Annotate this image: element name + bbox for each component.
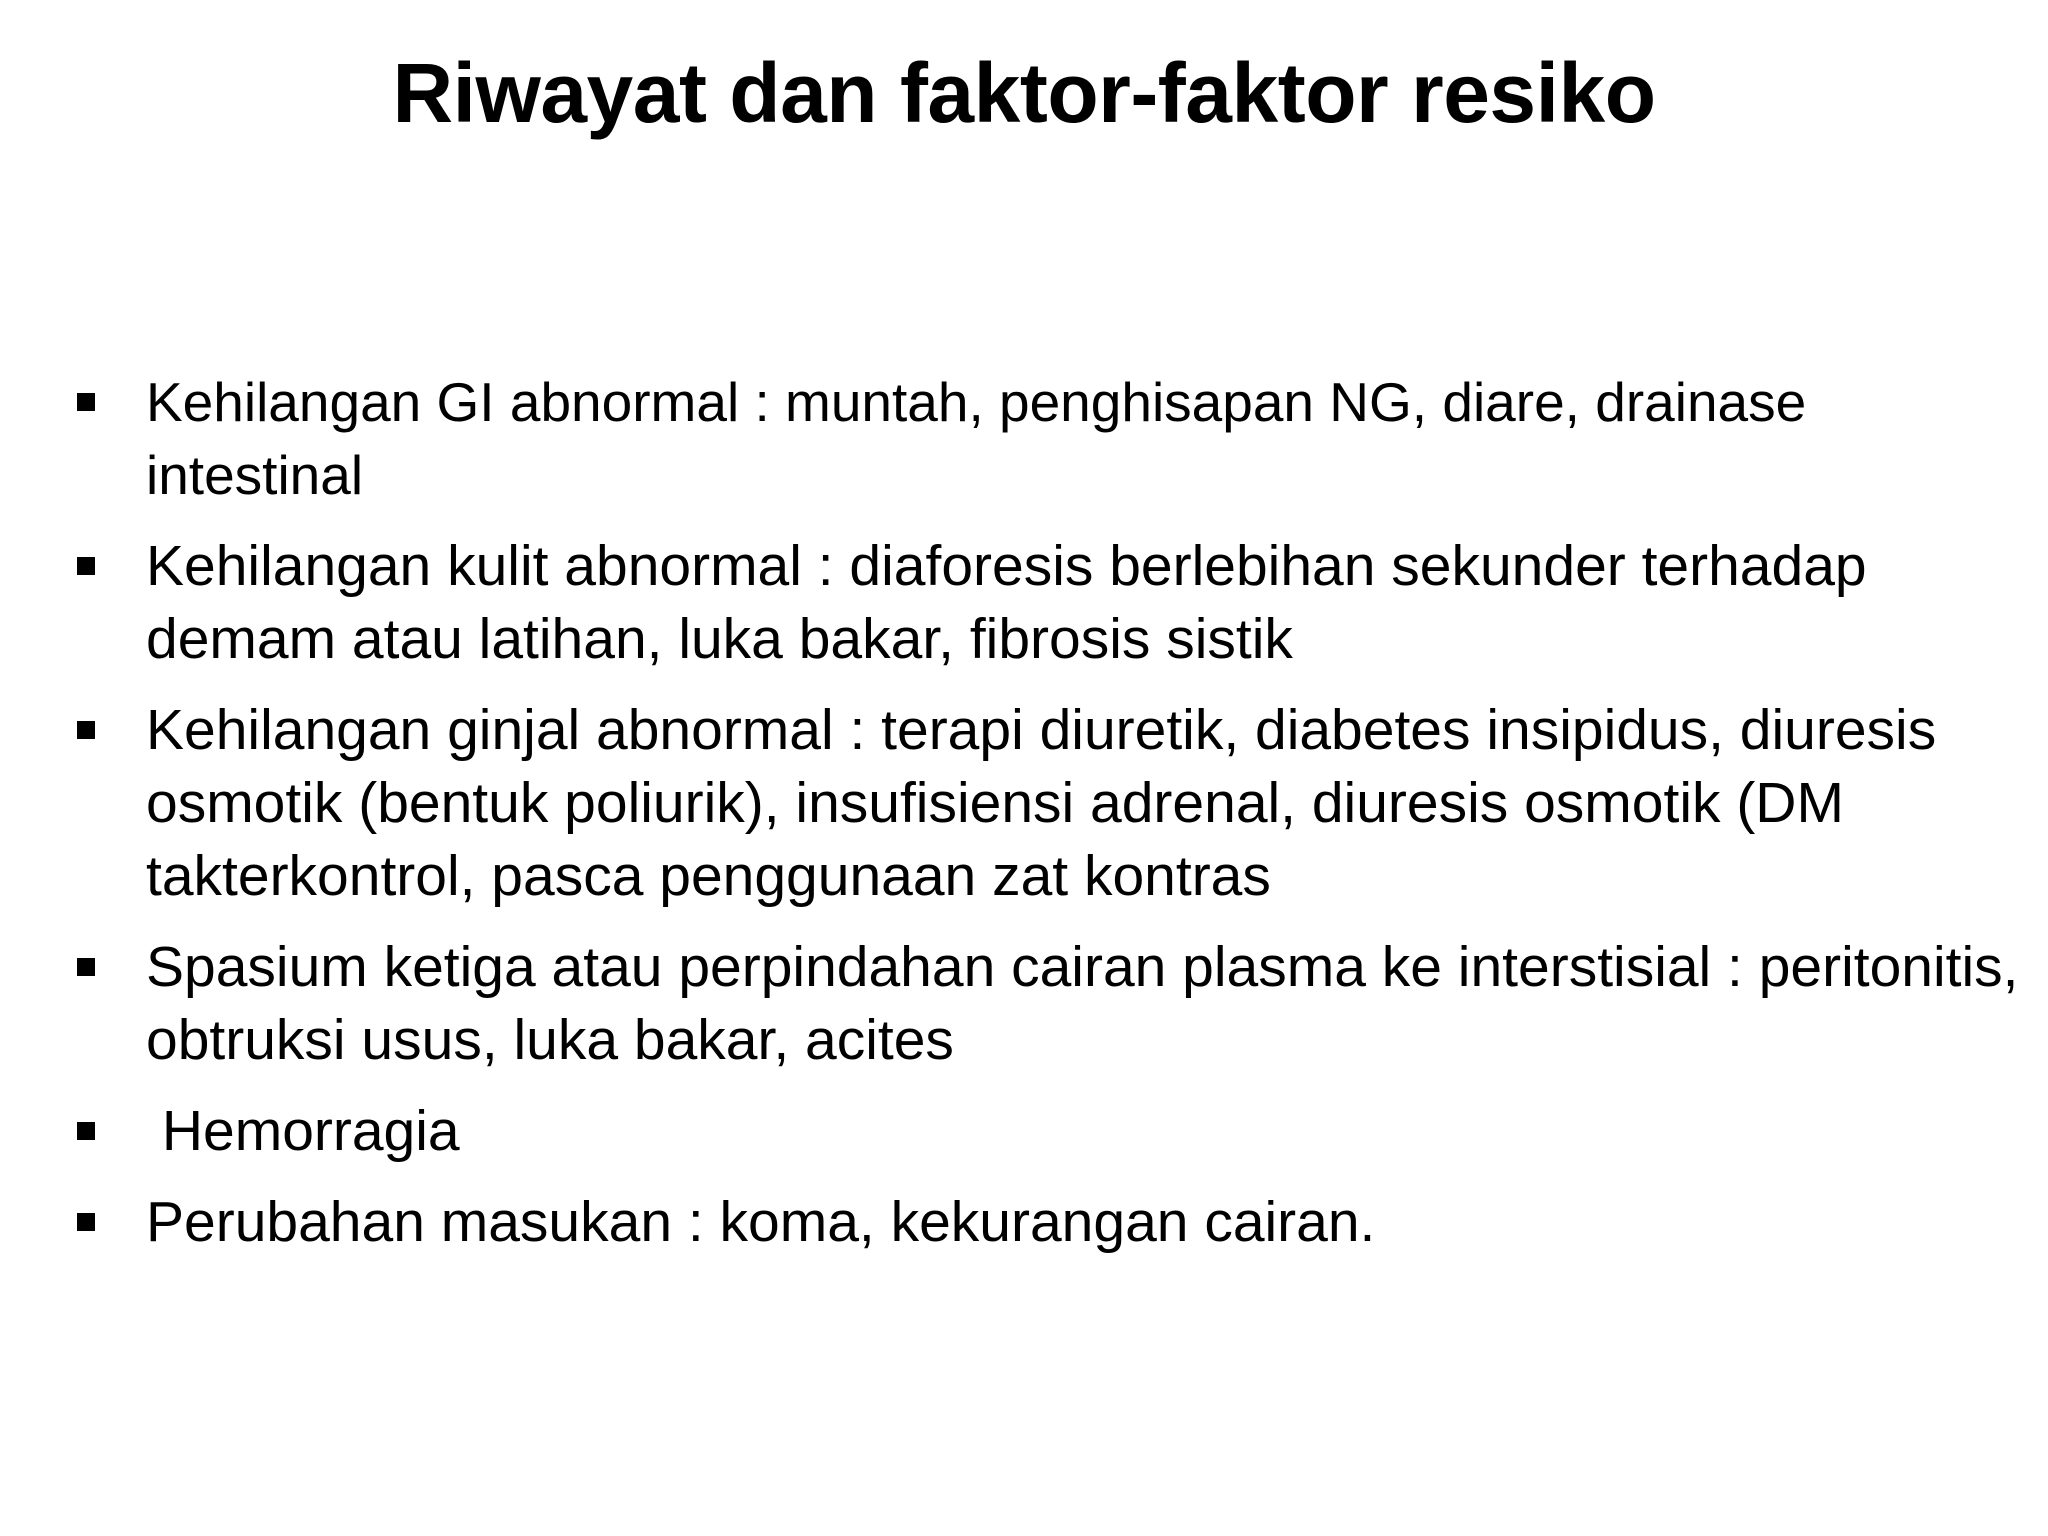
square-bullet-icon (77, 1213, 95, 1231)
square-bullet-icon (77, 721, 95, 739)
bullet-list (74, 366, 2035, 1277)
bullet-text: Hemorragia (146, 1099, 460, 1163)
bullet-item-third-space (74, 931, 2035, 1077)
square-bullet-icon (77, 958, 95, 976)
bullet-item-intake-change (74, 1186, 2024, 1259)
bullet-text: Kehilangan kulit abnormal : diaforesis berlebihan sekunder terhadap demam atau latihan, luka bakar, fibrosis sistik (146, 534, 1883, 671)
bullet-item-hemorrhage (74, 1095, 2024, 1168)
bullet-text: Kehilangan GI abnormal : muntah, penghisapan NG, diare, drainase intestinal (146, 371, 1822, 506)
square-bullet-icon (77, 1122, 95, 1140)
square-bullet-icon (77, 393, 95, 411)
bullet-item-kidney-loss (74, 694, 2024, 913)
bullet-text: Kehilangan ginjal abnormal : terapi diuretik, diabetes insipidus, diuresis osmotik (bentuk poliurik), insufisiensi adrenal, diuresis osmotik (DM takterkontrol, pasca penggunaan zat kontras (146, 698, 1953, 908)
bullet-item-gi-loss (74, 366, 2024, 512)
square-bullet-icon (77, 557, 95, 575)
bullet-item-skin-loss (74, 530, 2024, 676)
slide-title: Riwayat dan faktor-faktor resiko (392, 46, 1656, 140)
bullet-text: Perubahan masukan : koma, kekurangan cairan. (146, 1190, 1376, 1254)
bullet-text: Spasium ketiga atau perpindahan cairan plasma ke interstisial : peritonitis, obtruksi usus, luka bakar, acites (146, 935, 2035, 1072)
